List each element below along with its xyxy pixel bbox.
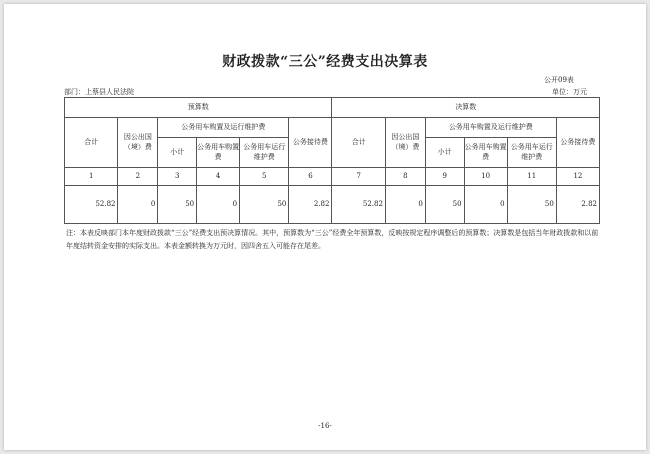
value-cell: 52.82 [332, 186, 385, 224]
budget-header: 预算数 [65, 98, 332, 118]
col-number: 8 [385, 168, 425, 186]
col-number: 1 [65, 168, 118, 186]
department-label: 部门：上蔡县人民法院 [64, 88, 134, 96]
col-number: 2 [118, 168, 158, 186]
value-cell: 50 [425, 186, 464, 224]
value-cell: 2.82 [289, 186, 332, 224]
document-page [4, 4, 646, 450]
value-cell: 0 [464, 186, 507, 224]
final-purchase-header: 公务用车购置费 [464, 138, 507, 168]
col-number: 3 [158, 168, 197, 186]
value-cell: 50 [158, 186, 197, 224]
budget-abroad-header: 因公出国（境）费 [118, 118, 158, 168]
col-number: 5 [240, 168, 289, 186]
final-abroad-header: 因公出国（境）费 [385, 118, 425, 168]
value-cell: 0 [197, 186, 240, 224]
budget-subtotal-header: 小计 [158, 138, 197, 168]
value-cell: 0 [118, 186, 158, 224]
budget-vehicle-header: 公务用车购置及运行维护费 [158, 118, 289, 138]
expense-table [64, 97, 600, 224]
final-header: 决算数 [332, 98, 600, 118]
budget-total-header: 合计 [65, 118, 118, 168]
col-number: 11 [507, 168, 556, 186]
col-number: 9 [425, 168, 464, 186]
value-cell: 52.82 [65, 186, 118, 224]
final-operation-header: 公务用车运行维护费 [507, 138, 556, 168]
final-subtotal-header: 小计 [425, 138, 464, 168]
form-number: 公开09表 [544, 76, 574, 84]
unit-label: 单位：万元 [552, 88, 587, 96]
value-cell: 50 [240, 186, 289, 224]
budget-reception-header: 公务接待费 [289, 118, 332, 168]
document-title: 财政拨款“三公”经费支出决算表 [222, 54, 428, 70]
value-cell: 0 [385, 186, 425, 224]
value-cell: 50 [507, 186, 556, 224]
col-number: 7 [332, 168, 385, 186]
col-number: 4 [197, 168, 240, 186]
budget-operation-header: 公务用车运行维护费 [240, 138, 289, 168]
page-number: -16- [318, 422, 332, 430]
col-number: 10 [464, 168, 507, 186]
budget-purchase-header: 公务用车购置费 [197, 138, 240, 168]
col-number: 6 [289, 168, 332, 186]
final-total-header: 合计 [332, 118, 385, 168]
col-number: 12 [556, 168, 599, 186]
table-note: 注：本表反映部门本年度财政拨款“三公”经费支出预决算情况。其中，预算数为“三公”经费全年预算数，反映按规定程序调整后的预算数；决算数是包括当年财政拨款和以前年度结转资金安排的实际支出。本表金额转换为万元时，因四舍五入可能存在尾差。 [66, 229, 599, 250]
final-reception-header: 公务接待费 [556, 118, 599, 168]
final-vehicle-header: 公务用车购置及运行维护费 [425, 118, 556, 138]
value-cell: 2.82 [556, 186, 599, 224]
